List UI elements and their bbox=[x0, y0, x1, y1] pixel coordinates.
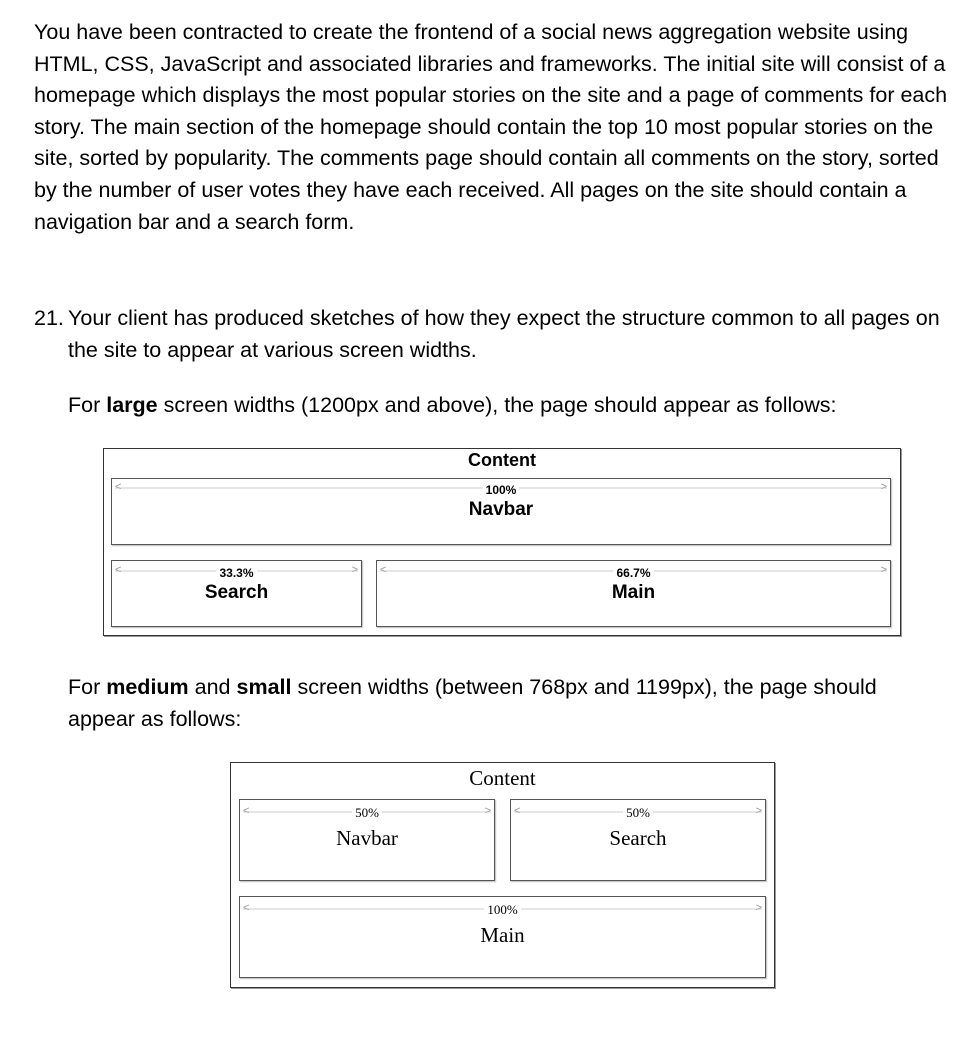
main-label: Main bbox=[611, 582, 656, 603]
large-pre: For bbox=[68, 393, 107, 417]
search-width-label: 33.3% bbox=[112, 564, 361, 582]
main-width-label: 100% bbox=[240, 901, 765, 919]
navbar-width-label: 50% bbox=[240, 804, 494, 822]
medium-mid: and bbox=[188, 675, 237, 699]
navbar-width-label: 100% bbox=[112, 481, 890, 499]
large-post: screen widths (1200px and above), the page should appear as follows: bbox=[157, 393, 837, 417]
main-box bbox=[239, 896, 766, 978]
medium-bold: medium bbox=[106, 675, 189, 699]
main-width-label: 66.7% bbox=[377, 564, 890, 582]
main-label: Main bbox=[480, 923, 525, 947]
width-arrow: < > bbox=[115, 481, 887, 493]
search-label: Search bbox=[609, 826, 667, 850]
search-box bbox=[510, 799, 766, 881]
intro-paragraph: You have been contracted to create the frontend of a social news aggregation website using HTML, CSS, JavaScript and associated libraries and frameworks. The initial site will consist of a homepage which displays the most popular stories on the site and a page of comments for each story. The main section of the homepage should contain the top 10 most popular stories on the site, sorted by popularity. The comments page should contain all comments on the story, sorted by the number of user votes they have each received. All pages on the site should contain a navigation bar and a search form. bbox=[34, 20, 948, 234]
medium-width-description bbox=[68, 672, 948, 735]
medium-layout-diagram bbox=[230, 762, 775, 988]
medium-post: screen widths (between 768px and 1199px), the page should appear as follows: bbox=[68, 675, 877, 731]
width-arrow: < > bbox=[514, 805, 762, 817]
navbar-box bbox=[239, 799, 495, 881]
content-title: Content bbox=[468, 450, 536, 470]
navbar-label: Navbar bbox=[336, 826, 398, 850]
width-arrow: < > bbox=[243, 805, 491, 817]
width-arrow: < > bbox=[243, 902, 762, 914]
search-width-label: 50% bbox=[511, 804, 765, 822]
width-arrow: < > bbox=[380, 564, 887, 576]
large-layout-diagram bbox=[103, 448, 901, 636]
search-box bbox=[111, 560, 362, 627]
small-bold: small bbox=[236, 675, 292, 699]
navbar-box bbox=[111, 478, 891, 545]
navbar-label: Navbar bbox=[468, 499, 534, 520]
question-number: 21. bbox=[34, 306, 64, 330]
large-bold: large bbox=[106, 393, 158, 417]
search-label: Search bbox=[204, 582, 269, 603]
medium-pre: For bbox=[68, 675, 107, 699]
large-width-description bbox=[68, 390, 948, 422]
question-text: Your client has produced sketches of how they expect the structure common to all pages on the site to appear at various screen widths. bbox=[68, 306, 940, 362]
width-arrow: < > bbox=[115, 564, 358, 576]
main-box bbox=[376, 560, 891, 627]
content-title: Content bbox=[469, 766, 536, 790]
